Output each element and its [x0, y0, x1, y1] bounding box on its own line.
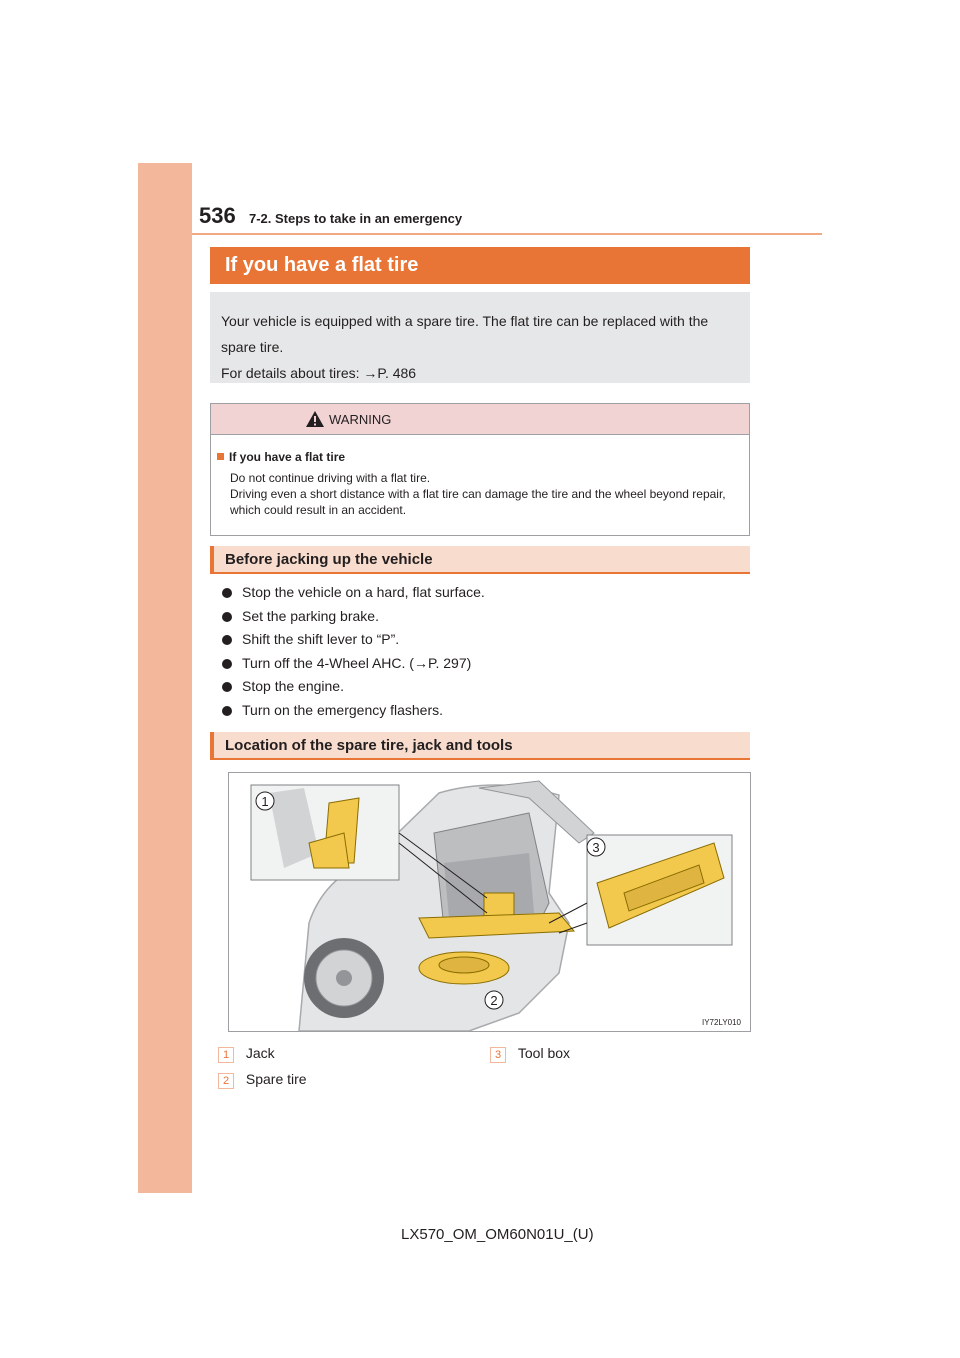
title-bar [210, 247, 750, 284]
section-name: 7-2. Steps to take in an emergency [249, 211, 463, 226]
intro-line-2 [221, 360, 741, 386]
bullet-icon [222, 612, 232, 622]
document-code: LX570_OM_OM60N01U_(U) [401, 1226, 594, 1243]
side-tab-band [138, 163, 192, 1193]
list-item [222, 582, 485, 606]
legend-label: Jack [245, 1045, 275, 1061]
warning-header [211, 404, 749, 435]
warning-subheading [217, 450, 345, 464]
square-bullet-icon [217, 453, 224, 460]
header-rule [192, 233, 822, 235]
warning-body-line-2: Driving even a short distance with a flat tire can damage the tire and the wheel beyond repair, which could result in an accident. [230, 487, 726, 517]
warning-body-line-1: Do not continue driving with a flat tire. [230, 471, 431, 485]
bullet-icon [222, 588, 232, 598]
warning-label: WARNING [329, 412, 392, 427]
location-heading: Location of the spare tire, jack and tools [225, 737, 513, 754]
callout-2-text: 2 [490, 993, 498, 1008]
intro-line-1: Your vehicle is equipped with a spare tire. The flat tire can be replaced with the spare tire. [221, 313, 709, 355]
callout-1-text: 1 [261, 794, 269, 809]
list-item-text: Stop the vehicle on a hard, flat surface. [242, 584, 485, 600]
legend-number: 3 [490, 1047, 506, 1063]
bullet-icon [222, 706, 232, 716]
page-title: If you have a flat tire [225, 254, 419, 276]
list-item [222, 606, 485, 630]
callout-3-text: 3 [592, 840, 600, 855]
jacking-heading-bar [210, 546, 750, 574]
list-item-text: Turn off the 4-Wheel AHC. (→P. 297) [242, 654, 472, 671]
list-item-text: Set the parking brake. [242, 607, 379, 624]
page-number: 536 [199, 203, 236, 228]
list-item [222, 629, 485, 653]
list-item [222, 653, 485, 677]
intro-text [221, 308, 741, 386]
list-item [222, 700, 485, 724]
jacking-heading: Before jacking up the vehicle [225, 551, 433, 568]
list-item [222, 676, 485, 700]
intro-box [210, 292, 750, 383]
figure-code: IY72LY010 [702, 1018, 741, 1027]
legend-item-jack [218, 1045, 275, 1063]
list-item-text: Turn on the emergency flashers. [242, 701, 444, 718]
intro-page-ref[interactable]: P. 486 [377, 365, 417, 381]
bullet-icon [222, 659, 232, 669]
legend-item-tool-box [490, 1045, 570, 1063]
warning-box [210, 403, 750, 536]
legend-label: Tool box [517, 1045, 571, 1061]
legend-item-spare-tire [218, 1071, 307, 1089]
location-heading-bar [210, 732, 750, 760]
list-item-text: Stop the engine. [242, 678, 344, 695]
intro-prefix: For details about tires: [221, 365, 364, 381]
bullet-icon [222, 635, 232, 645]
legend-number: 2 [218, 1073, 234, 1089]
warning-body [230, 470, 742, 518]
bullet-icon [222, 682, 232, 692]
jacking-list [222, 582, 485, 724]
arrow-icon: → [363, 365, 378, 381]
vehicle-illustration [228, 772, 751, 1032]
vehicle-rear-illustration [229, 773, 750, 1031]
legend-label: Spare tire [245, 1071, 307, 1087]
legend-number: 1 [218, 1047, 234, 1063]
warning-subheading-text: If you have a flat tire [229, 450, 346, 464]
warning-triangle-icon [305, 410, 325, 428]
list-item-text: Shift the shift lever to “P”. [242, 631, 400, 648]
